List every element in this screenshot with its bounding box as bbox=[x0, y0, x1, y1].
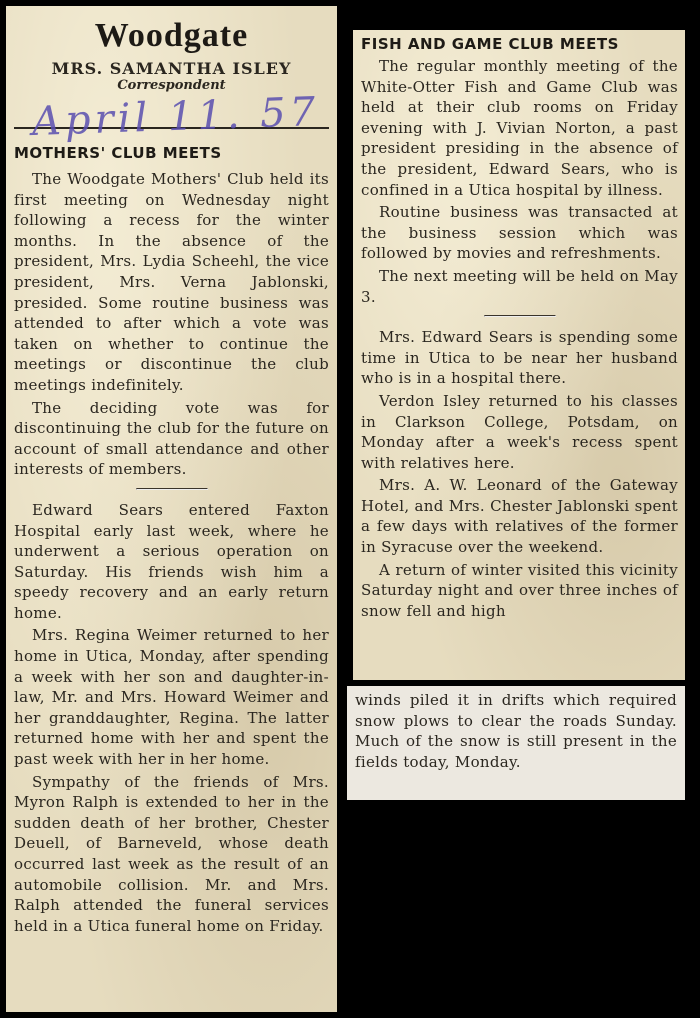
continuation-clipping bbox=[347, 686, 685, 800]
correspondent-role: Correspondent bbox=[117, 78, 226, 93]
article-paragraph: The Woodgate Mothers' Club held its first meeting on Wednesday night following a recess for the winter months. In the absence of the president, Mrs. Lydia Scheehl, the vice president, Mrs. Verna Jablonski, presided. Some routine business was attended to after which a vote was taken on whether to continue the meetings or discontinue the club meetings indefinitely. bbox=[14, 170, 329, 394]
article-paragraph: Edward Sears entered Faxton Hospital early last week, where he underwent a serious operation on Saturday. His friends wish him a speedy recovery and an early return home. bbox=[14, 500, 329, 622]
continuation-paragraph: winds piled it in drifts which required snow plows to clear the roads Sunday. Much of the snow is still present in the fields today, Monday. bbox=[355, 691, 677, 771]
article-paragraph: The next meeting will be held on May 3. bbox=[361, 266, 678, 306]
article-paragraph: Routine business was transacted at the business session which was followed by movies and refreshments. bbox=[361, 203, 678, 263]
mothers-club-headline: MOTHERS' CLUB MEETS bbox=[14, 144, 222, 162]
masthead-title: Woodgate bbox=[94, 17, 249, 54]
correspondent-name: MRS. SAMANTHA ISLEY bbox=[51, 59, 292, 78]
article-paragraph: Mrs. A. W. Leonard of the Gateway Hotel, and Mrs. Chester Jablonski spent a few days with relatives of the former in Syracuse over the weekend. bbox=[361, 476, 678, 557]
article-paragraph: A return of winter visited this vicinity Saturday night and over three inches of snow fell and high bbox=[361, 560, 678, 620]
fish-game-club-headline: FISH AND GAME CLUB MEETS bbox=[361, 35, 619, 53]
handwritten-date: April 11. 57 bbox=[31, 89, 320, 145]
right-clipping bbox=[353, 30, 685, 680]
section-divider bbox=[484, 315, 556, 317]
section-divider bbox=[136, 488, 208, 490]
article-paragraph: Mrs. Regina Weimer returned to her home in Utica, Monday, after spending a week with her son and daughter-in-law, Mr. and Mrs. Howard Weimer and her granddaughter, Regina. The latter returned home with her and spent the past week with her in her home. bbox=[14, 626, 329, 769]
left-clipping bbox=[6, 6, 337, 1012]
article-paragraph: Mrs. Edward Sears is spending some time in Utica to be near her husband who is in a hospital there. bbox=[361, 328, 678, 388]
article-paragraph: Verdon Isley returned to his classes in Clarkson College, Potsdam, on Monday after a week's recess spent with relatives here. bbox=[361, 391, 678, 472]
article-paragraph: Sympathy of the friends of Mrs. Myron Ralph is extended to her in the sudden death of her brother, Chester Deuell, of Barneveld, whose death occurred last week as the result of an automobile collision. Mr. and Mrs. Ralph attended the funeral services held in a Utica funeral home on Friday. bbox=[14, 772, 329, 935]
article-paragraph: The deciding vote was for discontinuing the club for the future on account of small attendance and other interests of members. bbox=[14, 398, 329, 479]
article-paragraph: The regular monthly meeting of the White-Otter Fish and Game Club was held at their club rooms on Friday evening with J. Vivian Norton, a past president presiding in the absence of the president, Edward Sears, who is confined in a Utica hospital by illness. bbox=[361, 57, 678, 199]
